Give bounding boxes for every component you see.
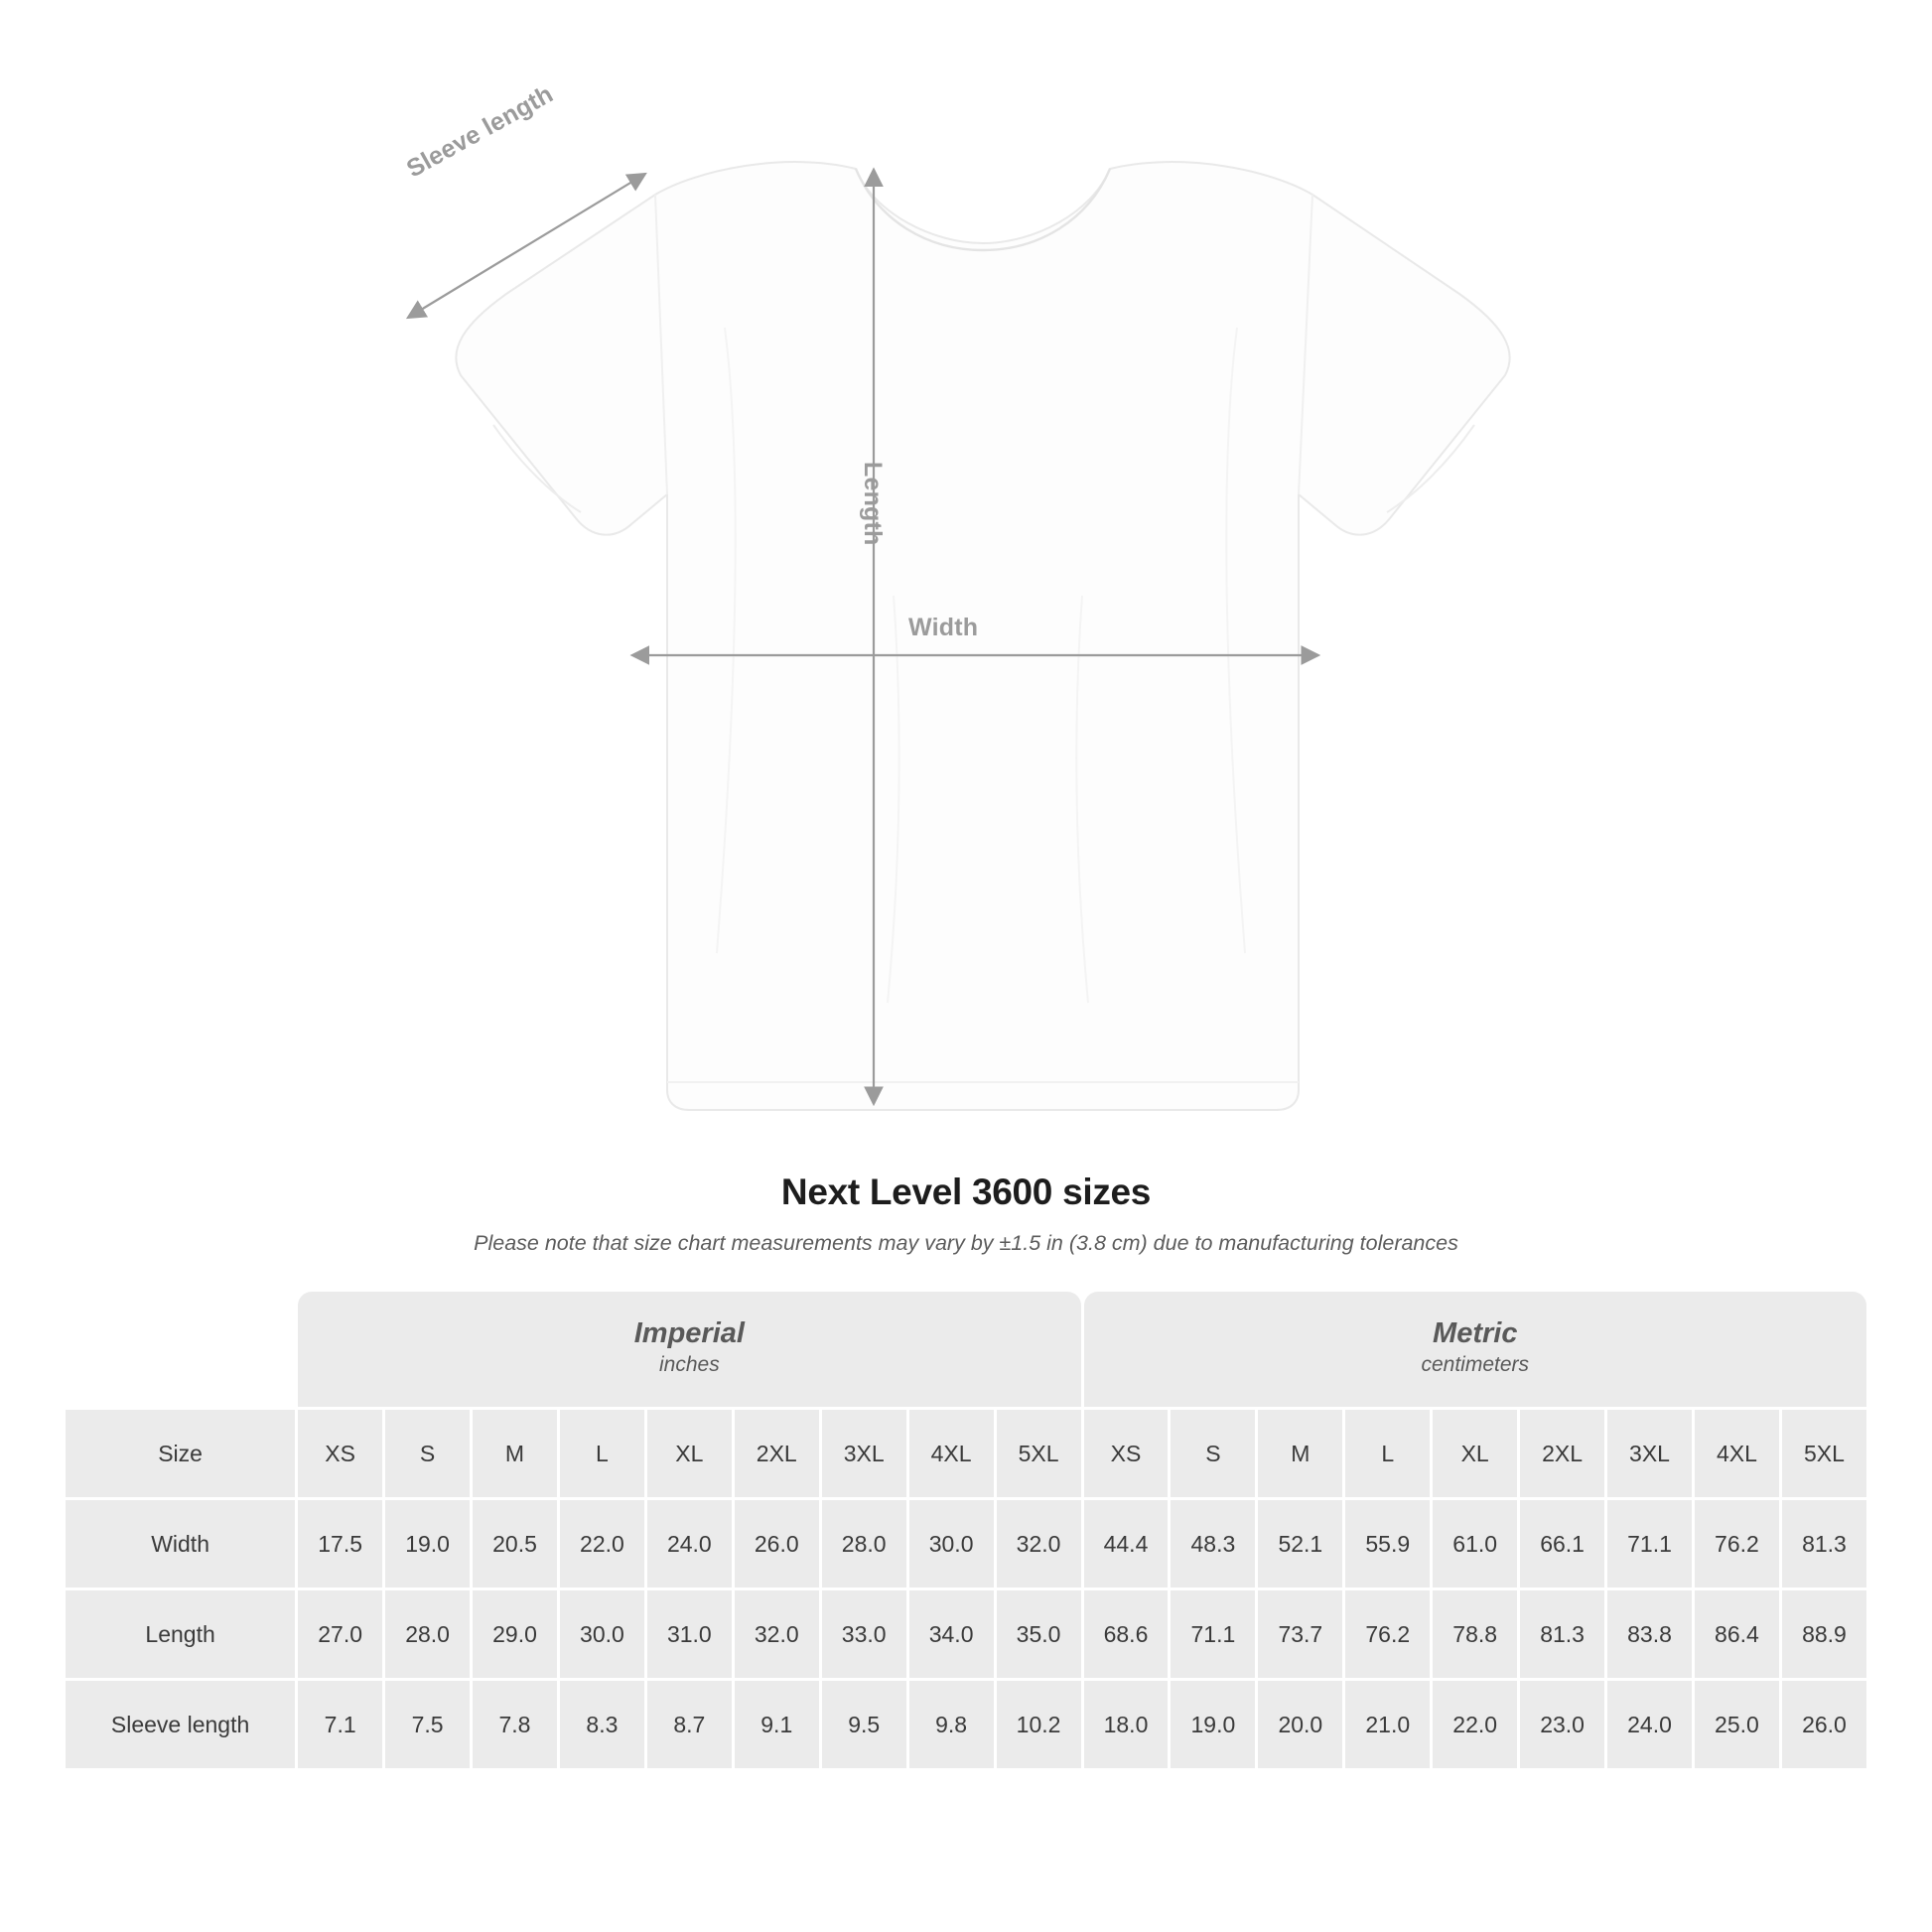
unit-sub-metric: centimeters [1421,1353,1530,1377]
size-table-wrapper [63,1289,1869,1771]
row-header-size: Size [66,1410,295,1497]
data-cell: 9.8 [909,1681,994,1768]
table-row [66,1681,1866,1768]
data-cell: 81.3 [1782,1500,1866,1587]
data-cell: 26.0 [735,1500,819,1587]
data-cell: 27.0 [298,1590,382,1678]
data-cell: 76.2 [1695,1500,1779,1587]
data-cell: 29.0 [473,1590,557,1678]
row-label-sleeve-length: Sleeve length [66,1681,295,1768]
size-table [63,1289,1869,1771]
size-header-cell: L [1345,1410,1430,1497]
data-cell: 28.0 [385,1590,470,1678]
unit-header-imperial [298,1292,1080,1407]
data-cell: 24.0 [647,1500,732,1587]
size-header-cell: XS [1084,1410,1169,1497]
data-cell: 20.0 [1258,1681,1342,1768]
data-cell: 52.1 [1258,1500,1342,1587]
size-header-cell: 2XL [735,1410,819,1497]
data-cell: 9.5 [822,1681,906,1768]
data-cell: 76.2 [1345,1590,1430,1678]
title-block [0,1172,1932,1256]
data-cell: 28.0 [822,1500,906,1587]
table-row [66,1590,1866,1678]
data-cell: 34.0 [909,1590,994,1678]
data-cell: 73.7 [1258,1590,1342,1678]
unit-name-imperial: Imperial [633,1317,745,1350]
size-header-cell: 5XL [997,1410,1081,1497]
width-label: Width [908,614,979,641]
data-cell: 88.9 [1782,1590,1866,1678]
data-cell: 26.0 [1782,1681,1866,1768]
data-cell: 32.0 [997,1500,1081,1587]
data-cell: 19.0 [385,1500,470,1587]
data-cell: 7.1 [298,1681,382,1768]
sleeve-length-label: Sleeve length [402,79,558,184]
data-cell: 8.7 [647,1681,732,1768]
unit-name-metric: Metric [1433,1317,1518,1350]
size-header-cell: XL [647,1410,732,1497]
data-cell: 31.0 [647,1590,732,1678]
data-cell: 22.0 [560,1500,644,1587]
data-cell: 78.8 [1433,1590,1517,1678]
unit-header-spacer [66,1292,295,1407]
page-title: Next Level 3600 sizes [780,1172,1152,1212]
data-cell: 71.1 [1171,1590,1255,1678]
data-cell: 86.4 [1695,1590,1779,1678]
data-cell: 30.0 [909,1500,994,1587]
size-header-cell: M [473,1410,557,1497]
row-label-width: Width [66,1500,295,1587]
data-cell: 35.0 [997,1590,1081,1678]
data-cell: 83.8 [1607,1590,1692,1678]
data-cell: 10.2 [997,1681,1081,1768]
size-header-cell: 4XL [1695,1410,1779,1497]
size-header-cell: M [1258,1410,1342,1497]
data-cell: 33.0 [822,1590,906,1678]
data-cell: 61.0 [1433,1500,1517,1587]
data-cell: 68.6 [1084,1590,1169,1678]
size-header-cell: S [385,1410,470,1497]
data-cell: 81.3 [1520,1590,1604,1678]
size-header-cell: XS [298,1410,382,1497]
data-cell: 44.4 [1084,1500,1169,1587]
data-cell: 21.0 [1345,1681,1430,1768]
size-header-cell: 2XL [1520,1410,1604,1497]
data-cell: 17.5 [298,1500,382,1587]
data-cell: 25.0 [1695,1681,1779,1768]
data-cell: 71.1 [1607,1500,1692,1587]
size-header-cell: 3XL [822,1410,906,1497]
size-header-cell: 3XL [1607,1410,1692,1497]
size-header-row [66,1410,1866,1497]
data-cell: 7.8 [473,1681,557,1768]
data-cell: 55.9 [1345,1500,1430,1587]
size-header-cell: L [560,1410,644,1497]
size-header-cell: XL [1433,1410,1517,1497]
data-cell: 48.3 [1171,1500,1255,1587]
table-row [66,1500,1866,1587]
data-cell: 20.5 [473,1500,557,1587]
unit-sub-imperial: inches [659,1353,720,1377]
data-cell: 22.0 [1433,1681,1517,1768]
data-cell: 32.0 [735,1590,819,1678]
tolerance-note: Please note that size chart measurements may vary by ±1.5 in (3.8 cm) due to manufacturing tolerances [474,1231,1458,1255]
data-cell: 30.0 [560,1590,644,1678]
length-label: Length [859,462,887,546]
data-cell: 8.3 [560,1681,644,1768]
data-cell: 23.0 [1520,1681,1604,1768]
unit-header-row [66,1292,1866,1407]
data-cell: 19.0 [1171,1681,1255,1768]
data-cell: 18.0 [1084,1681,1169,1768]
size-header-cell: S [1171,1410,1255,1497]
tshirt-shape [456,162,1509,1110]
row-label-length: Length [66,1590,295,1678]
unit-header-metric [1084,1292,1866,1407]
data-cell: 66.1 [1520,1500,1604,1587]
data-cell: 9.1 [735,1681,819,1768]
data-cell: 24.0 [1607,1681,1692,1768]
size-header-cell: 5XL [1782,1410,1866,1497]
size-header-cell: 4XL [909,1410,994,1497]
data-cell: 7.5 [385,1681,470,1768]
